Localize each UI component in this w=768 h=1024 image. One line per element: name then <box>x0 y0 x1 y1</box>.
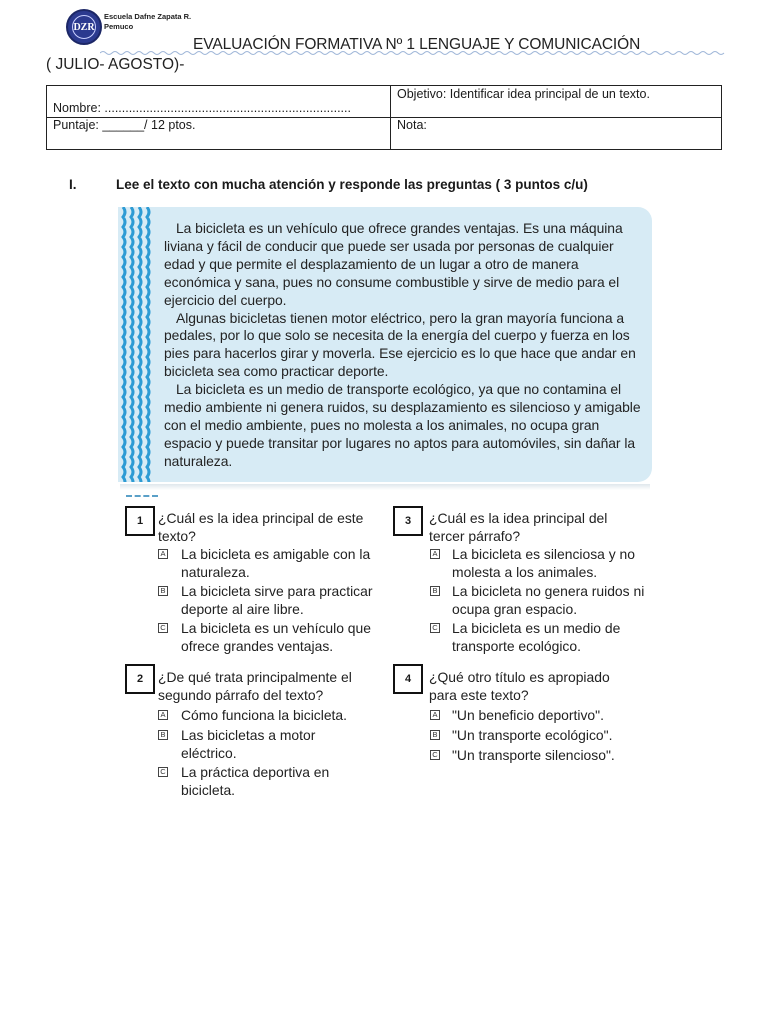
question-2-option-a-marker[interactable]: A <box>158 710 168 720</box>
question-3-option-a-marker[interactable]: A <box>430 549 440 559</box>
question-3-option-c-marker[interactable]: C <box>430 623 440 633</box>
section-number: I. <box>69 177 77 192</box>
question-3-text: ¿Cuál es la idea principal del tercer párrafo? <box>429 510 608 544</box>
question-1-number-box: 1 <box>125 506 155 536</box>
question-3-option-c[interactable]: La bicicleta es un medio de transporte ecológico. <box>452 620 621 654</box>
nota-field[interactable]: Nota: <box>397 118 427 132</box>
question-2-option-b-marker[interactable]: B <box>158 730 168 740</box>
stripe-wave-line <box>123 207 125 482</box>
question-3-option-a[interactable]: La bicicleta es silenciosa y no molesta a los animales. <box>452 546 635 580</box>
question-4-option-a-marker[interactable]: A <box>430 710 440 720</box>
question-4-option-b-marker[interactable]: B <box>430 730 440 740</box>
nombre-field[interactable]: Nombre: ....................................................................... <box>53 101 351 115</box>
question-2-option-b[interactable]: Las bicicletas a motor eléctrico. <box>181 727 316 761</box>
question-4-option-c[interactable]: "Un transporte silencioso". <box>452 747 615 763</box>
logo-emblem: DZR <box>72 15 96 39</box>
question-2-text: ¿De qué trata principalmente el segundo párrafo del texto? <box>158 669 352 703</box>
question-4-option-b[interactable]: "Un transporte ecológico". <box>452 727 613 743</box>
question-2-number-box: 2 <box>125 664 155 694</box>
document-title: EVALUACIÓN FORMATIVA Nº 1 LENGUAJE Y COMUNICACIÓN <box>193 36 641 53</box>
question-3-option-b-marker[interactable]: B <box>430 586 440 596</box>
decorative-wave-stripe-icon <box>118 207 156 482</box>
question-3-number-box: 3 <box>393 506 423 536</box>
question-2-option-a[interactable]: Cómo funciona la bicicleta. <box>181 707 348 723</box>
evaluation-period: ( JULIO- AGOSTO)- <box>46 56 185 73</box>
reading-text <box>164 220 648 471</box>
stripe-wave-line <box>139 207 141 482</box>
question-1-option-b-marker[interactable]: B <box>158 586 168 596</box>
question-4-text: ¿Qué otro título es apropiado para este texto? <box>429 669 610 703</box>
question-4-number-box: 4 <box>393 664 423 694</box>
question-3-option-b[interactable]: La bicicleta no genera ruidos ni ocupa gran espacio. <box>452 583 645 617</box>
school-name-line2: Pemuco <box>104 22 134 31</box>
reading-paragraph-2: Algunas bicicletas tienen motor eléctrico, pero la gran mayoría funciona a pedales, por lo que solo se necesita de la energía del cuerpo y fuerza en los pies para hacerlos girar y moverla. Ese ejercicio es lo que hace que andar en bicicleta sea como practicar deporte. <box>164 309 636 380</box>
reading-paragraph-1: La bicicleta es un vehículo que ofrece grandes ventajas. Es una máquina liviana y fácil de conducir que puede ser usada por personas de cualquier edad y que permite el desplazamiento de un lugar a otro de manera económica y sana, pues no consume combustible y sirve de medio para el ejercicio del cuerpo. <box>164 220 623 308</box>
question-1-option-b[interactable]: La bicicleta sirve para practicar deporte al aire libre. <box>181 583 373 617</box>
dashed-divider <box>126 495 158 497</box>
reading-paragraph-3: La bicicleta es un medio de transporte ecológico, ya que no contamina el medio ambiente ni genera ruidos, su desplazamiento es silencioso y amigable con el medio ambiente, pues no molesta a los animales, no ocupa gran espacio y puede transitar por lugares no aptos para automóviles, sin dañar la naturaleza. <box>164 381 641 469</box>
title-wave-underline <box>100 50 725 56</box>
section-instruction: Lee el texto con mucha atención y responde las preguntas ( 3 puntos c/u) <box>116 177 588 192</box>
panel-shadow <box>120 484 650 490</box>
question-4-option-c-marker[interactable]: C <box>430 750 440 760</box>
question-4-option-a[interactable]: "Un beneficio deportivo". <box>452 707 604 723</box>
stripe-wave-line <box>131 207 133 482</box>
school-logo <box>66 9 102 45</box>
school-name-line1: Escuela Dafne Zapata R. <box>104 12 192 21</box>
question-1-option-c-marker[interactable]: C <box>158 623 168 633</box>
objetivo-text: Objetivo: Identificar idea principal de un texto. <box>397 87 650 101</box>
question-2-option-c-marker[interactable]: C <box>158 767 168 777</box>
student-info-table <box>46 85 722 150</box>
puntaje-field[interactable]: Puntaje: ______/ 12 ptos. <box>53 118 196 132</box>
school-name <box>104 12 191 32</box>
question-1-option-c[interactable]: La bicicleta es un vehículo que ofrece grandes ventajas. <box>181 620 371 654</box>
stripe-wave-line <box>147 207 149 482</box>
question-1-option-a-marker[interactable]: A <box>158 549 168 559</box>
question-1-option-a[interactable]: La bicicleta es amigable con la naturaleza. <box>181 546 371 580</box>
question-1-text: ¿Cuál es la idea principal de este texto? <box>158 510 364 544</box>
question-2-option-c[interactable]: La práctica deportiva en bicicleta. <box>181 764 330 798</box>
